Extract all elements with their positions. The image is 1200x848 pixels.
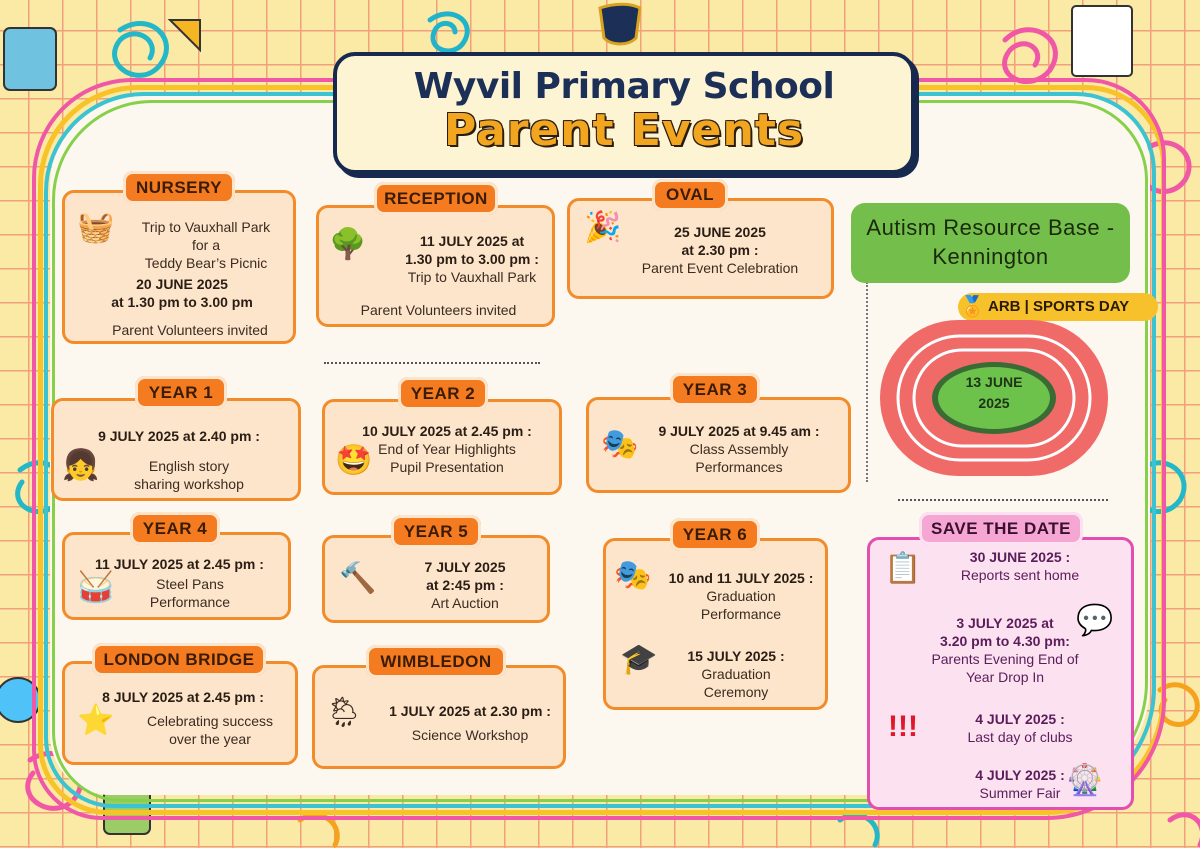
wimbledon-tag: WIMBLEDON [366,645,506,678]
reception-tag: RECEPTION [374,182,498,215]
theatre-masks-icon: 🎭 [614,559,652,592]
year5-event: Art Auction [431,595,499,611]
save-date-4-event: Summer Fair [979,785,1061,801]
year4-tag: YEAR 4 [130,512,220,545]
save-the-date-tag: SAVE THE DATE [919,512,1083,545]
nursery-date: 20 JUNE 2025 [136,276,228,292]
year6-card [603,538,828,710]
london-bridge-date: 8 JULY 2025 at 2.45 pm : [102,689,264,705]
year6-event2-line2: Ceremony [703,684,769,700]
year1-event-line2: sharing workshop [134,476,244,492]
reception-card [316,205,555,327]
ferris-wheel-icon: 🎡 [1066,764,1104,797]
report-card-icon: 📋 [884,552,922,585]
performer-audience-icon: 🎭 [601,428,639,461]
water-cycle-icon: 🌦 [325,696,364,729]
year5-date: 7 JULY 2025 [424,559,506,575]
reception-note: Parent Volunteers invited [360,302,517,318]
nursery-card [62,190,296,344]
children-talking-icon: 👧 [62,449,100,482]
year6-event2-line1: Graduation [701,666,771,682]
save-date-2-time: 3.20 pm to 4.30 pm: [940,633,1070,649]
oval-time: at 2.30 pm : [681,242,759,258]
save-date-2-event-line1: Parents Evening End of [931,651,1079,667]
save-date-2-event-line2: Year Drop In [965,669,1045,685]
nursery-event-line3: Teddy Bear’s Picnic [144,255,268,271]
title-box [333,52,915,174]
oval-event: Parent Event Celebration [641,260,799,276]
picnic-basket-icon: 🧺 [77,211,115,244]
oval-card [567,198,834,299]
year3-event-line1: Class Assembly [689,441,789,457]
sports-day-date [934,372,1054,414]
year2-tag: YEAR 2 [398,377,488,410]
london-bridge-card [62,661,298,765]
wimbledon-card [312,665,566,769]
nursery-event-line1: Trip to Vauxhall Park [141,219,271,235]
medal-icon: 🏅 [960,296,985,318]
year1-event-line1: English story [148,458,230,474]
auction-gavel-icon: 🔨 [339,562,377,595]
year4-card [62,532,291,620]
year5-tag: YEAR 5 [391,515,481,548]
year2-event-line1: End of Year Highlights [378,441,516,457]
london-bridge-tag: LONDON BRIDGE [92,643,266,676]
graduation-cap-icon: 🎓 [620,643,658,676]
school-name: Wyvil Primary School [413,66,835,107]
oval-date: 25 JUNE 2025 [674,224,766,240]
arb-title-line2: Kennington [932,244,1049,269]
london-bridge-event-line1: Celebrating success [146,713,274,729]
party-popper-icon: 🎉 [584,211,622,244]
year4-event-line2: Performance [149,594,231,610]
save-date-1-date: 30 JUNE 2025 : [969,549,1071,565]
save-date-3-date: 4 JULY 2025 : [975,711,1065,727]
star-eyes-emoji-icon: 🤩 [335,444,373,477]
year6-tag: YEAR 6 [670,518,760,551]
save-the-date-card [867,537,1134,810]
divider-dotted-right [898,499,1108,501]
nursery-time: at 1.30 pm to 3.00 pm [111,294,253,310]
save-date-2-date: 3 JULY 2025 at [956,615,1054,631]
sports-day-date-line2: 2025 [978,395,1010,411]
nursery-event-line2: for a [191,237,220,253]
arb-title-box [851,203,1130,283]
year6-event1-line1: Graduation [706,588,776,604]
reception-date: 11 JULY 2025 at [419,233,525,249]
year2-event-line2: Pupil Presentation [390,459,504,475]
year4-event-line1: Steel Pans [156,576,224,592]
year5-card [322,535,550,623]
year3-tag: YEAR 3 [670,373,760,406]
save-date-4-date: 4 JULY 2025 : [975,767,1065,783]
drum-icon: 🥁 [77,571,115,604]
sports-day-badge [958,293,1158,321]
podium-star-icon: ⭐ [77,704,115,737]
exclamation-icon: !!! [888,710,918,743]
divider-vertical-dotted [866,282,868,482]
year2-date: 10 JULY 2025 at 2.45 pm : [362,423,532,439]
sports-day-label: ARB | SPORTS DAY [988,298,1130,315]
park-bench-icon: 🌳 [329,228,367,261]
year3-event-line2: Performances [695,459,783,475]
wimbledon-event: Science Workshop [411,727,529,743]
page-title: Parent Events [443,105,805,156]
question-chat-icon: 💬 [1076,604,1114,637]
save-date-3-event: Last day of clubs [967,729,1073,745]
save-date-1-event: Reports sent home [960,567,1080,583]
wimbledon-date: 1 JULY 2025 at 2.30 pm : [389,703,551,719]
reception-time: 1.30 pm to 3.00 pm : [405,251,539,267]
london-bridge-event-line2: over the year [169,731,251,747]
year3-card [586,397,851,493]
year6-date1: 10 and 11 JULY 2025 : [668,570,814,586]
divider-dotted [324,362,540,364]
year6-date2: 15 JULY 2025 : [687,648,785,664]
year1-date: 9 JULY 2025 at 2.40 pm : [98,428,260,444]
year4-date: 11 JULY 2025 at 2.45 pm : [95,556,264,572]
year1-tag: YEAR 1 [135,376,227,409]
year3-date: 9 JULY 2025 at 9.45 am : [658,423,820,439]
arb-title-line1: Autism Resource Base - [866,215,1115,240]
year2-card [322,399,562,495]
reception-event: Trip to Vauxhall Park [407,269,537,285]
year6-event1-line2: Performance [700,606,782,622]
oval-tag: OVAL [652,179,728,211]
nursery-note: Parent Volunteers invited [112,322,268,338]
year5-time: at 2:45 pm : [426,577,504,593]
year1-card [51,398,301,501]
sports-day-date-line1: 13 JUNE [965,374,1023,390]
nursery-tag: NURSERY [123,171,235,204]
